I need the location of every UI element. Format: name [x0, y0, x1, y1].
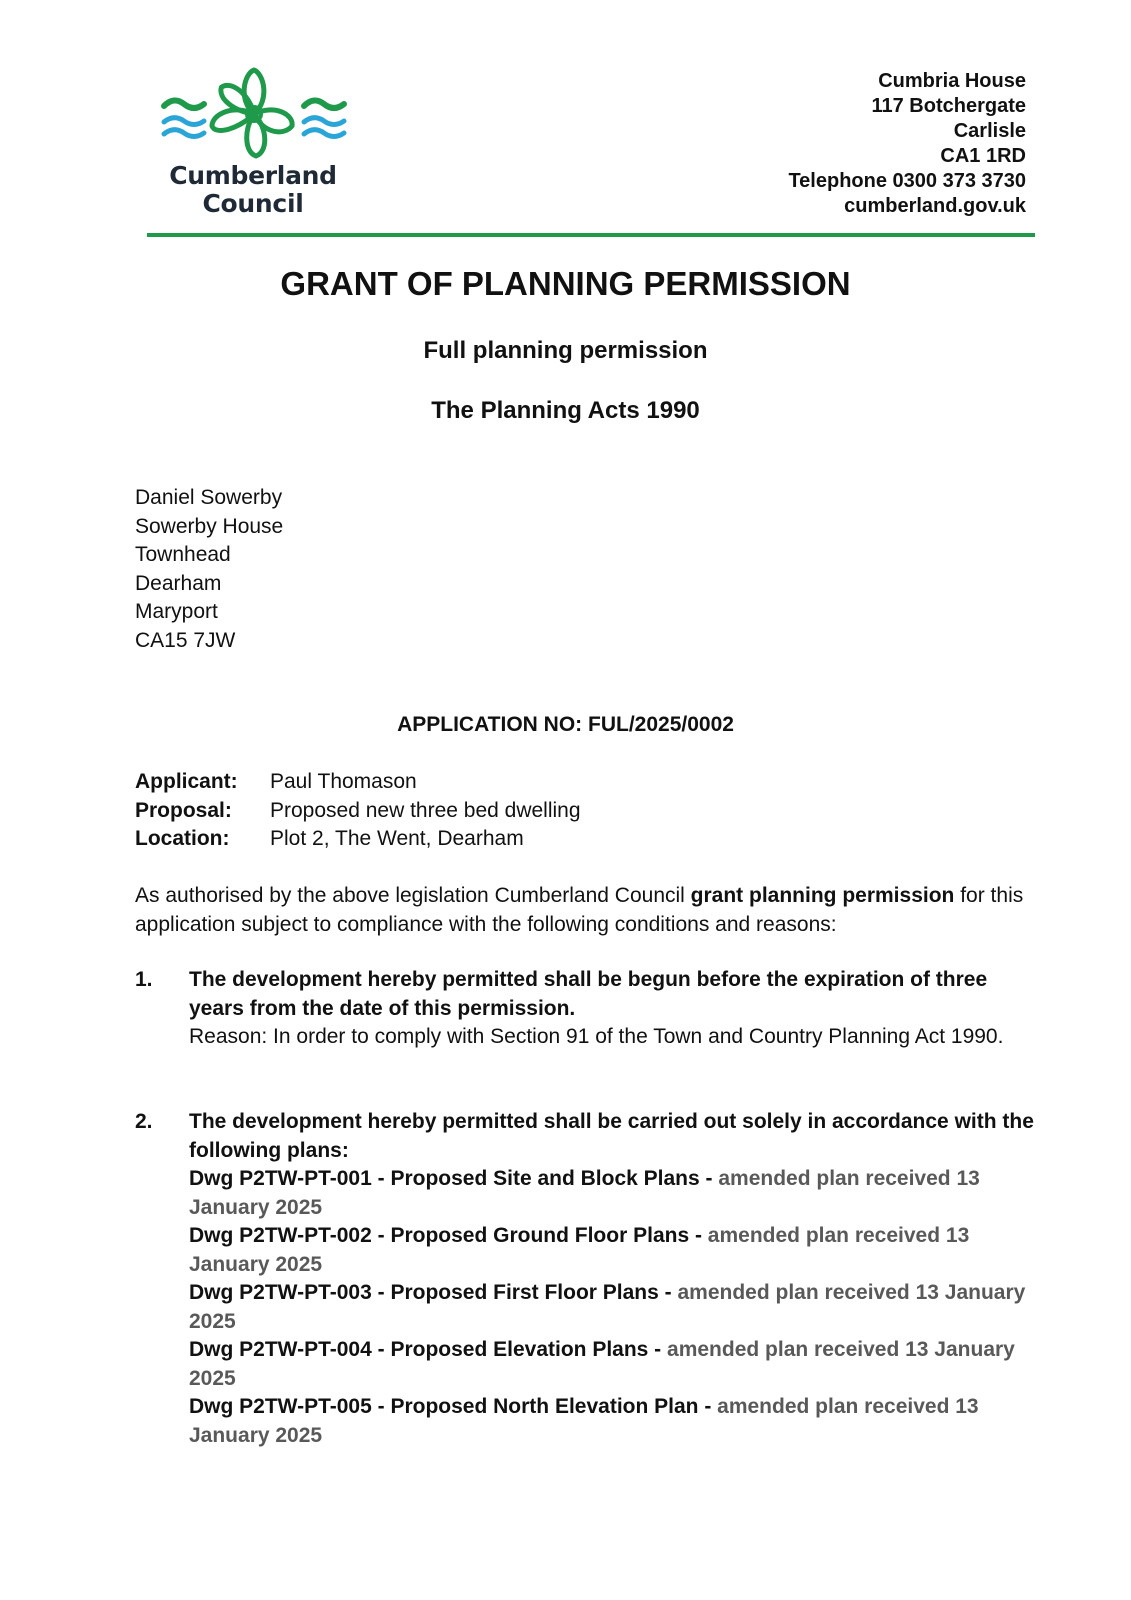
council-logo [160, 66, 350, 226]
plan-title: Dwg P2TW-PT-003 - Proposed First Floor Plans - [189, 1281, 678, 1304]
applicant-label: Applicant: [135, 770, 238, 793]
flower-wave-logo-icon [160, 66, 350, 162]
application-details [135, 768, 581, 854]
plan-item [189, 1393, 1055, 1450]
address-website: cumberland.gov.uk [844, 195, 1026, 217]
recipient-line: Daniel Sowerby [135, 486, 283, 509]
logo-line-1: Cumberland [169, 161, 337, 190]
address-line-4: CA1 1RD [940, 145, 1026, 167]
condition-heading: The development hereby permitted shall be carried out solely in accordance with the following plans: [189, 1110, 1034, 1162]
intro-paragraph [135, 882, 1035, 939]
recipient-line: Maryport [135, 600, 218, 623]
recipient-line: Dearham [135, 571, 222, 595]
intro-text-before: As authorised by the above legislation Cumberland Council [135, 884, 691, 907]
address-line-1: Cumbria House [878, 70, 1026, 92]
logo-text [160, 162, 346, 218]
plan-title: Dwg P2TW-PT-001 - Proposed Site and Block Plans - [189, 1167, 719, 1190]
plan-amended-note: amended plan received 13 January 2025 [189, 1395, 979, 1447]
location-row [135, 825, 581, 854]
condition-reason: Reason: In order to comply with Section 91 of the Town and Country Planning Act 1990. [189, 1025, 1004, 1048]
approved-plans-list [189, 1165, 1055, 1450]
plan-title: Dwg P2TW-PT-005 - Proposed North Elevation Plan - [189, 1395, 718, 1418]
page-subtitle: Full planning permission [423, 337, 708, 364]
proposal-row [135, 797, 581, 826]
location-label: Location: [135, 827, 230, 850]
plan-title: Dwg P2TW-PT-004 - Proposed Elevation Plans - [189, 1338, 668, 1361]
location-value: Plot 2, The Went, Dearham [270, 827, 524, 850]
address-line-3: Carlisle [953, 120, 1026, 142]
proposal-value: Proposed new three bed dwelling [270, 798, 581, 822]
legislation-subtitle: The Planning Acts 1990 [431, 397, 700, 424]
plan-item [189, 1165, 1055, 1222]
recipient-address [135, 484, 283, 655]
plan-title: Dwg P2TW-PT-002 - Proposed Ground Floor Plans - [189, 1224, 708, 1247]
plan-item [189, 1279, 1055, 1336]
recipient-line: CA15 7JW [135, 628, 236, 652]
condition-number: 2. [135, 1110, 153, 1133]
plan-amended-note: amended plan received 13 January 2025 [189, 1224, 970, 1276]
recipient-line: Townhead [135, 543, 231, 566]
plan-item [189, 1222, 1055, 1279]
council-address [788, 69, 1026, 219]
applicant-value: Paul Thomason [270, 770, 417, 793]
recipient-line: Sowerby House [135, 514, 284, 538]
page-title: GRANT OF PLANNING PERMISSION [280, 265, 851, 302]
applicant-row [135, 768, 581, 797]
address-telephone: Telephone 0300 373 3730 [788, 170, 1026, 192]
plan-amended-note: amended plan received 13 January 2025 [189, 1167, 980, 1219]
condition-heading: The development hereby permitted shall be begun before the expiration of three years from the date of this permission. [189, 968, 988, 1020]
condition-1 [135, 966, 1035, 1052]
condition-2 [135, 1108, 1055, 1450]
application-number: APPLICATION NO: FUL/2025/0002 [397, 713, 734, 736]
plan-amended-note: amended plan received 13 January 2025 [189, 1281, 1026, 1333]
logo-line-2: Council [202, 189, 304, 218]
intro-text-bold: grant planning permission [690, 884, 955, 907]
plan-item [189, 1336, 1055, 1393]
intro-text-after: for this application subject to compliance with the following conditions and reasons: [135, 884, 1024, 936]
proposal-label: Proposal: [135, 798, 232, 822]
plan-amended-note: amended plan received 13 January 2025 [189, 1338, 1015, 1390]
address-line-2: 117 Botchergate [871, 95, 1026, 117]
header-divider [147, 233, 1035, 237]
condition-number: 1. [135, 968, 153, 991]
